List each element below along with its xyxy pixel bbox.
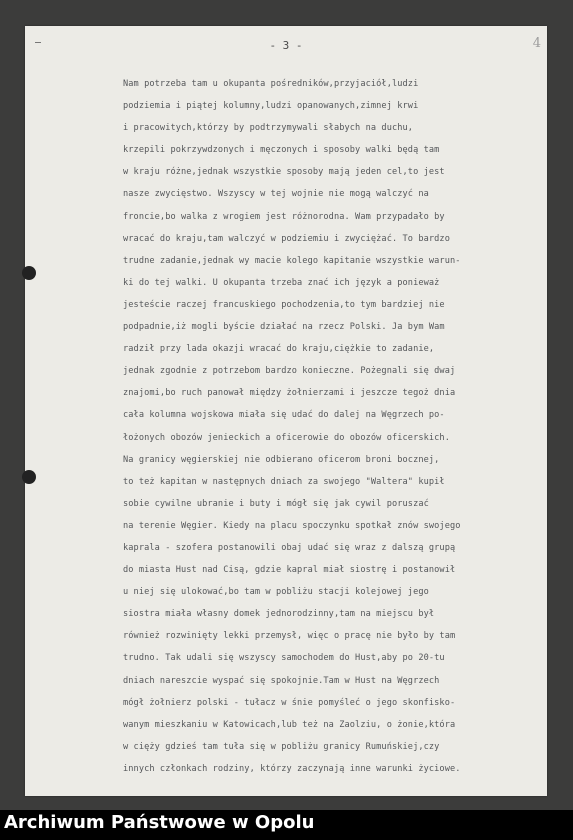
- text-line: podziemia i piątej kolumny,ludzi opanowanych,zimnej krwi: [123, 101, 419, 112]
- text-line: ki do tej walki. U okupanta trzeba znać ich język a ponieważ: [123, 277, 440, 288]
- text-line: w kraju różne,jednak wszystkie sposoby mają jeden cel,to jest: [123, 167, 445, 178]
- text-line: trudno. Tak udali się wszyscy samochodem do Hust,aby po 20-tu: [123, 653, 445, 664]
- text-line: nasze zwycięstwo. Wszyscy w tej wojnie nie mogą walczyć na: [123, 189, 429, 200]
- text-line: wracać do kraju,tam walczyć w podziemiu i zwyciężać. To bardzo: [123, 233, 450, 244]
- text-line: to też kapitan w następnych dniach za swojego "Waltera" kupił: [123, 476, 445, 487]
- text-line: jednak zgodnie z potrzebom bardzo konieczne. Pożegnali się dwaj: [123, 366, 456, 377]
- text-line: dniach nareszcie wyspać się spokojnie.Tam w Hust na Węgrzech: [123, 675, 440, 686]
- archive-banner: [0, 810, 573, 840]
- document-page: [25, 26, 547, 796]
- text-line: mógł żołnierz polski - tułacz w śnie pomyśleć o jego skonfisko-: [123, 697, 456, 708]
- archive-name: Archiwum Państwowe w Opolu: [4, 812, 315, 833]
- text-line: podpadnie,iż mogli byście działać na rzecz Polski. Ja bym Wam: [123, 322, 445, 333]
- text-line: znajomi,bo ruch panował między żołnierzami i jeszcze tegoż dnia: [123, 388, 456, 399]
- text-line: innych członkach rodziny, którzy zaczynają inne warunki życiowe.: [123, 763, 461, 774]
- text-line: siostra miała własny domek jednorodzinny,tam na miejscu był: [123, 609, 435, 620]
- text-line: wanym mieszkaniu w Katowicach,lub też na Zaolziu, o żonie,która: [123, 719, 456, 730]
- text-line: do miasta Hust nad Cisą, gdzie kapral miał siostrę i postanowił: [123, 565, 456, 576]
- text-line: krzepili pokrzywdzonych i męczonych i sposoby walki będą tam: [123, 145, 440, 156]
- typed-text-body: [123, 73, 567, 780]
- folio-number: 4: [532, 36, 541, 51]
- text-line: froncie,bo walka z wrogiem jest różnorodna. Wam przypadało by: [123, 211, 445, 222]
- text-line: jesteście raczej francuskiego pochodzenia,to tym bardziej nie: [123, 299, 445, 310]
- text-line: na terenie Węgier. Kiedy na placu spoczynku spotkał znów swojego: [123, 520, 461, 531]
- text-line: trudne zadanie,jednak wy macie kolego kapitanie wszystkie warun-: [123, 255, 461, 266]
- text-line: w cięży gdzieś tam tuła się w pobliżu granicy Rumuńskiej,czy: [123, 741, 440, 752]
- text-line: cała kolumna wojskowa miała się udać do dalej na Węgrzech po-: [123, 410, 445, 421]
- punch-hole: [22, 266, 36, 280]
- text-line: u niej się ulokować,bo tam w pobliżu stacji kolejowej jego: [123, 587, 429, 598]
- text-line: i pracowitych,którzy by podtrzymywali słabych na duchu,: [123, 123, 414, 134]
- text-line: sobie cywilne ubranie i buty i mógł się jak cywil poruszać: [123, 498, 429, 509]
- text-line: Nam potrzeba tam u okupanta pośredników,przyjaciół,ludzi: [123, 79, 419, 89]
- text-line: radził przy lada okazji wracać do kraju,ciężkie to zadanie,: [123, 344, 435, 355]
- punch-hole: [22, 470, 36, 484]
- text-line: łożonych obozów jenieckich a oficerowie do obozów oficerskich.: [123, 432, 450, 443]
- text-line: Na granicy węgierskiej nie odbierano oficerom broni bocznej,: [123, 454, 440, 465]
- text-line: kaprala - szofera postanowili obaj udać się wraz z dalszą grupą: [123, 542, 456, 553]
- page-number: - 3 -: [269, 39, 303, 52]
- text-line: również rozwinięty lekki przemysł, więc o pracę nie było by tam: [123, 631, 456, 642]
